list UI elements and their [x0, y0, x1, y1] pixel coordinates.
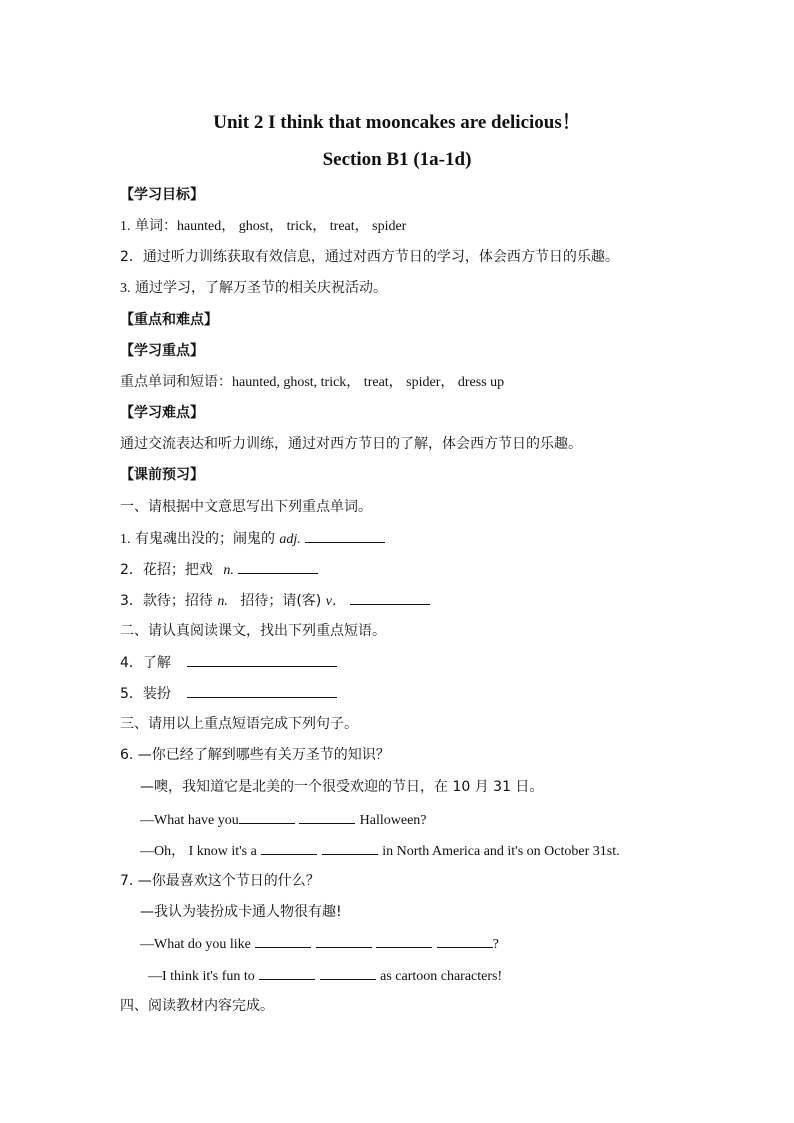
question-7-english-a — [148, 965, 502, 987]
objectives-heading: 【学习目标】 — [120, 187, 204, 203]
answer-blank[interactable] — [255, 933, 311, 948]
question-6-english-q — [140, 809, 427, 831]
question-2 — [120, 559, 318, 581]
sentence-part: —What do you like — [140, 937, 251, 952]
answer-blank[interactable] — [259, 965, 315, 980]
key-points-heading: 【重点和难点】 — [120, 312, 218, 328]
difficulty-text: 通过交流表达和听力训练，通过对西方节日的了解，体会西方节日的乐趣。 — [120, 436, 582, 452]
question-3 — [120, 590, 430, 612]
answer-blank[interactable] — [350, 590, 430, 605]
answer-blank[interactable] — [305, 528, 385, 543]
item-number: 1. — [120, 532, 131, 547]
question-7-chinese-a: —我认为装扮成卡通人物很有趣! — [140, 904, 342, 920]
question-5 — [120, 683, 337, 704]
part-of-speech: adj. — [279, 532, 301, 547]
question-6-chinese-q: 6. —你已经了解到哪些有关万圣节的知识？ — [120, 747, 390, 763]
vocabulary-list: haunted， ghost， trick， treat， spider — [176, 219, 407, 234]
item-number: 3. — [120, 281, 131, 296]
objective-item-2: 2．通过听力训练获取有效信息，通过对西方节日的学习，体会西方节日的乐趣。 — [120, 249, 619, 265]
item-text: 通过学习，了解万圣节的相关庆祝活动。 — [134, 280, 387, 296]
sentence-part: Halloween? — [359, 813, 427, 828]
page-title: Unit 2 I think that mooncakes are delicious！ — [213, 112, 581, 133]
answer-blank[interactable] — [238, 559, 318, 574]
item-number: 1. — [120, 219, 131, 234]
objective-item-3 — [120, 278, 387, 299]
question-7-english-q — [140, 933, 499, 955]
page-subtitle: Section B1 (1a-1d) — [322, 149, 472, 170]
answer-blank[interactable] — [299, 809, 355, 824]
answer-blank[interactable] — [187, 652, 337, 667]
preview-heading: 【课前预习】 — [120, 467, 204, 483]
sentence-part: —Oh， I know it's a — [140, 844, 257, 859]
question-text: 3．款待；招待 — [120, 593, 213, 609]
focus-words: haunted, ghost, trick， treat， spider， dress up — [232, 375, 505, 390]
part-of-speech: v． — [325, 594, 346, 609]
sentence-part: —I think it's fun to — [148, 969, 255, 984]
objective-item-1 — [120, 216, 406, 237]
question-4 — [120, 652, 337, 673]
sentence-part: as cartoon characters! — [380, 969, 503, 984]
answer-blank[interactable] — [322, 840, 378, 855]
sentence-part: —What have you — [140, 813, 239, 828]
question-text: 5．装扮 — [120, 686, 171, 702]
part-of-speech: n. — [217, 594, 228, 609]
difficulty-heading: 【学习难点】 — [120, 405, 204, 421]
question-1 — [120, 528, 385, 550]
answer-blank[interactable] — [376, 933, 432, 948]
answer-blank[interactable] — [239, 809, 295, 824]
part-1-instruction: 一、请根据中文意思写出下列重点单词。 — [120, 499, 372, 515]
question-text: 2．花招；把戏 — [120, 562, 213, 578]
focus-line — [120, 372, 504, 393]
part-3-instruction: 三、请用以上重点短语完成下列句子。 — [120, 716, 358, 732]
question-7-chinese-q: 7. —你最喜欢这个节日的什么？ — [120, 873, 320, 889]
answer-blank[interactable] — [261, 840, 317, 855]
item-label: 单词： — [134, 218, 177, 234]
question-text: 4．了解 — [120, 655, 171, 671]
sentence-part: ? — [492, 937, 499, 952]
sentence-part: in North America and it's on October 31st. — [382, 844, 620, 859]
question-6-english-a — [140, 840, 620, 862]
part-4-instruction: 四、阅读教材内容完成。 — [120, 998, 274, 1014]
answer-blank[interactable] — [187, 683, 337, 698]
question-6-chinese-a: —噢，我知道它是北美的一个很受欢迎的节日，在 10 月 31 日。 — [140, 779, 544, 795]
question-text: 有鬼魂出没的；闹鬼的 — [134, 531, 275, 547]
part-2-instruction: 二、请认真阅读课文，找出下列重点短语。 — [120, 623, 386, 639]
focus-label: 重点单词和短语： — [120, 374, 232, 390]
focus-heading: 【学习重点】 — [120, 343, 204, 359]
answer-blank[interactable] — [320, 965, 376, 980]
answer-blank[interactable] — [437, 933, 493, 948]
part-of-speech: n. — [223, 563, 234, 578]
answer-blank[interactable] — [316, 933, 372, 948]
question-text: 招待；请(客) — [240, 593, 322, 609]
